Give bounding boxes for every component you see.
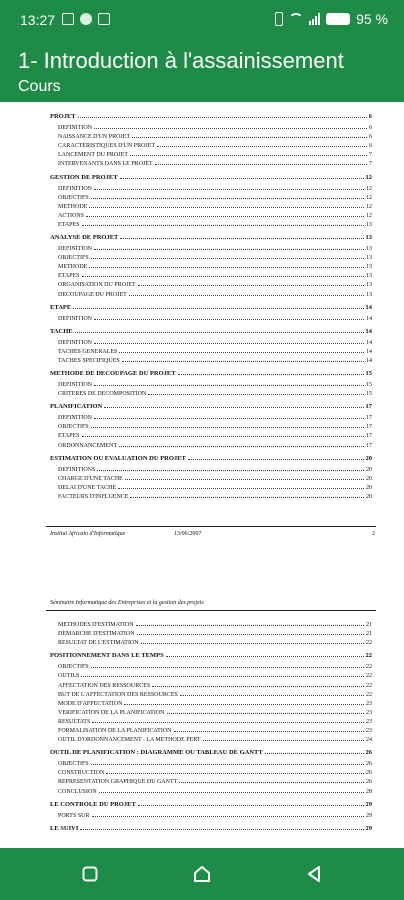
toc-dot-leader bbox=[86, 211, 364, 217]
toc-entry bbox=[58, 262, 372, 271]
toc-page-number: 13 bbox=[366, 264, 372, 271]
toc-page-number: 23 bbox=[366, 709, 372, 716]
toc-page-number: 17 bbox=[366, 433, 372, 440]
toc-page-number: 24 bbox=[366, 737, 372, 744]
toc-entry-label: RESULTAT DE L'ESTIMATION bbox=[58, 640, 139, 647]
toc-page-number: 23 bbox=[366, 700, 372, 707]
toc-entry bbox=[58, 356, 372, 365]
status-right bbox=[275, 11, 388, 27]
toc-dot-leader bbox=[91, 759, 364, 765]
toc-dot-leader bbox=[97, 465, 364, 471]
toc-dot-leader bbox=[130, 150, 367, 156]
toc-entry-label: CRITERES DE DECOMPOSITION bbox=[58, 391, 147, 398]
toc-dot-leader bbox=[136, 620, 364, 626]
toc-entry-label: ETAPE bbox=[50, 303, 72, 311]
toc-dot-leader bbox=[138, 280, 364, 286]
toc-entry bbox=[58, 474, 372, 483]
toc-entry-label: METHODE DE DECOUPAGE DU PROJET bbox=[50, 370, 176, 377]
signal-icon bbox=[309, 13, 320, 25]
navigation-bar bbox=[0, 848, 404, 900]
toc-entry bbox=[58, 132, 372, 141]
toc-page-number: 13 bbox=[366, 255, 372, 262]
toc-entry-label: DEFINITION bbox=[58, 415, 92, 422]
toc-entry bbox=[58, 620, 372, 629]
toc-page-number: 17 bbox=[366, 424, 372, 431]
toc-entry-label: AFFECTATION DES RESSOURCES bbox=[58, 682, 151, 689]
toc-dot-leader bbox=[92, 717, 364, 723]
toc-entry bbox=[58, 314, 372, 323]
toc-entry bbox=[58, 150, 372, 159]
toc-entry bbox=[58, 280, 372, 289]
app-bar bbox=[0, 40, 404, 102]
page-footer bbox=[50, 531, 375, 537]
toc-entry-label: GESTION DE PROJET bbox=[50, 173, 118, 181]
toc-dot-leader bbox=[91, 422, 364, 428]
toc-entry bbox=[58, 811, 372, 820]
toc-entry bbox=[58, 483, 372, 492]
toc-dot-leader bbox=[141, 638, 364, 644]
toc-page-number: 29 bbox=[365, 800, 372, 808]
toc-page-number: 6 bbox=[369, 143, 372, 150]
toc-page-number: 14 bbox=[366, 315, 372, 322]
toc-entry-label: OBJECTIFS bbox=[58, 424, 89, 431]
toc-page-number: 13 bbox=[366, 221, 372, 228]
toc-entry-label: FACTEURS D'INFLUENCE bbox=[58, 493, 129, 500]
toc-dot-leader bbox=[166, 651, 364, 657]
toc-dot-leader bbox=[75, 327, 364, 333]
toc-page-number: 22 bbox=[366, 682, 372, 689]
toc-dot-leader bbox=[179, 777, 364, 783]
toc-dot-leader bbox=[92, 811, 365, 817]
gallery-icon bbox=[62, 13, 74, 25]
toc-page-number: 22 bbox=[365, 652, 372, 660]
toc-page-number: 20 bbox=[366, 466, 372, 473]
recents-square-icon bbox=[82, 866, 98, 882]
toc-page-number: 23 bbox=[366, 728, 372, 734]
toc-entry-label: DEFINITION bbox=[58, 185, 92, 192]
toc-page-number: 23 bbox=[366, 718, 372, 725]
toc-entry bbox=[58, 690, 372, 699]
footer-institute: Institut Africain d'Informatique bbox=[50, 531, 126, 537]
toc-dot-leader bbox=[124, 699, 364, 705]
toc-page-number: 26 bbox=[366, 770, 372, 777]
toc-dot-leader bbox=[119, 441, 364, 447]
toc-dot-leader bbox=[99, 787, 364, 793]
toc-entry-label: LE SUIVI bbox=[50, 824, 79, 832]
toc-entry bbox=[58, 735, 372, 744]
toc-page-number: 15 bbox=[366, 391, 372, 398]
toc-entry-label: RESULTATS bbox=[58, 718, 91, 725]
toc-entry-label: METHODE bbox=[58, 203, 88, 210]
toc-dot-leader bbox=[203, 735, 364, 741]
app-notification-icon bbox=[80, 13, 92, 25]
toc-entry-label: DEFINITION bbox=[58, 339, 92, 346]
toc-entry bbox=[58, 413, 372, 422]
toc-entry-label: OUTIL D'ORDONNANCEMENT : LA METHODE PERT bbox=[58, 737, 201, 744]
toc-page-number: 22 bbox=[366, 691, 372, 698]
toc-dot-leader bbox=[155, 159, 367, 165]
toc-entry bbox=[58, 193, 372, 202]
status-bar bbox=[0, 0, 404, 40]
toc-entry bbox=[58, 422, 372, 431]
toc-page-number: 14 bbox=[366, 339, 372, 346]
toc-entry bbox=[58, 699, 372, 708]
recents-button[interactable] bbox=[78, 862, 102, 886]
toc-entry bbox=[58, 220, 372, 229]
page-header-rule bbox=[46, 610, 376, 611]
toc-dot-leader bbox=[157, 141, 367, 147]
toc-dot-leader bbox=[125, 474, 364, 480]
toc-entry-label: ANALYSE DE PROJET bbox=[50, 234, 119, 241]
toc-page-number: 17 bbox=[366, 415, 372, 422]
page-footer-rule bbox=[46, 526, 376, 527]
toc-page-number: 14 bbox=[365, 327, 372, 335]
toc-page-number: 7 bbox=[369, 161, 372, 168]
toc-entry-label: CHARGE D'UNE TACHE bbox=[58, 475, 123, 482]
toc-page-number: 12 bbox=[366, 212, 372, 219]
toc-entry bbox=[58, 347, 372, 356]
toc-entry bbox=[58, 159, 372, 168]
toc-section-heading bbox=[50, 800, 372, 809]
page-header: Séminaire Informatique des Entreprises et la gestion des projets bbox=[50, 600, 204, 606]
toc-dot-leader bbox=[174, 726, 364, 732]
home-button[interactable] bbox=[190, 862, 214, 886]
toc-entry bbox=[58, 202, 372, 211]
toc-dot-leader bbox=[104, 402, 363, 408]
toc-entry-label: METHODES D'ESTIMATION bbox=[58, 622, 134, 628]
toc-page-number: 21 bbox=[366, 631, 372, 638]
toc-dot-leader bbox=[78, 112, 367, 118]
toc-page-number: 6 bbox=[369, 134, 372, 141]
toc-dot-leader bbox=[152, 681, 364, 687]
toc-page-number: 6 bbox=[369, 125, 372, 131]
toc-page-number: 20 bbox=[365, 454, 372, 462]
wifi-icon bbox=[289, 13, 303, 25]
toc-entry bbox=[58, 726, 372, 735]
back-triangle-icon bbox=[306, 865, 322, 883]
toc-dot-leader bbox=[120, 233, 363, 239]
back-button[interactable] bbox=[302, 862, 326, 886]
toc-entry bbox=[58, 211, 372, 220]
toc-entry-label: INTERVENANTS DANS LE PROJET bbox=[58, 161, 153, 168]
toc-dot-leader bbox=[180, 690, 364, 696]
toc-entry-label: TACHES SPECIFIQUES bbox=[58, 357, 120, 364]
toc-dot-leader bbox=[94, 184, 364, 190]
toc-entry-label: POSITIONNEMENT DANS LE TEMPS bbox=[50, 652, 164, 660]
home-icon bbox=[192, 864, 212, 884]
toc-entry-label: MODE D'AFFECTATION bbox=[58, 700, 123, 707]
toc-entry-label: REPRESENTATION GRAPHIQUE DU GANTT bbox=[58, 779, 178, 786]
lesson-subtitle: Cours bbox=[18, 78, 61, 95]
toc-dot-leader bbox=[265, 748, 364, 754]
toc-entry bbox=[58, 290, 372, 299]
toc-page-number: 13 bbox=[366, 246, 372, 252]
toc-dot-leader bbox=[129, 290, 364, 296]
toc-dot-leader bbox=[148, 389, 364, 395]
toc-dot-leader bbox=[137, 629, 364, 635]
toc-dot-leader bbox=[167, 708, 365, 714]
toc-entry-label: ETAPES bbox=[58, 221, 80, 228]
toc-page-number: 21 bbox=[366, 622, 372, 628]
toc-entry bbox=[58, 708, 372, 717]
toc-entry-label: DELAI D'UNE TACHE bbox=[58, 484, 117, 491]
toc-entry-label: ORDONNANCEMENT bbox=[58, 442, 117, 449]
toc-entry-label: DEFINITION bbox=[58, 246, 92, 252]
toc-entry bbox=[58, 638, 372, 647]
toc-dot-leader bbox=[81, 671, 364, 677]
toc-dot-leader bbox=[132, 132, 367, 138]
toc-page-number: 7 bbox=[369, 152, 372, 159]
toc-section-heading bbox=[50, 303, 372, 312]
toc-entry-label: ETAPES bbox=[58, 433, 80, 440]
toc-dot-leader bbox=[82, 220, 364, 226]
toc-page-number: 14 bbox=[366, 348, 372, 355]
toc-entry-label: DEFINITION bbox=[58, 315, 92, 322]
notification-icons bbox=[62, 13, 110, 25]
toc-dot-leader bbox=[188, 454, 364, 460]
toc-entry bbox=[58, 271, 372, 280]
toc-entry bbox=[58, 662, 372, 671]
toc-entry-label: PROJET bbox=[50, 113, 76, 120]
toc-page-number: 13 bbox=[365, 234, 372, 241]
document-viewer[interactable] bbox=[0, 102, 404, 848]
toc-entry-label: TACHES GENERALES bbox=[58, 348, 118, 355]
toc-section-heading bbox=[50, 748, 372, 757]
toc-dot-leader bbox=[118, 483, 364, 489]
toc-entry-label: ESTIMATION OU EVALUATION DU PROJET bbox=[50, 454, 186, 462]
toc-dot-leader bbox=[94, 413, 364, 419]
toc-entry-label: OUTIL DE PLANIFICATION : DIAGRAMME OU TABLEAU DE GANTT bbox=[50, 749, 263, 757]
toc-page-number: 29 bbox=[365, 824, 372, 832]
toc-entry bbox=[58, 768, 372, 777]
toc-dot-leader bbox=[94, 244, 364, 250]
toc-dot-leader bbox=[94, 314, 364, 320]
toc-entry-label: CARACTERISTIQUES D'UN PROJET bbox=[58, 143, 156, 150]
toc-entry bbox=[58, 492, 372, 501]
toc-entry-label: OBJECTIFS bbox=[58, 194, 89, 201]
toc-section-heading bbox=[50, 402, 372, 411]
toc-entry-label: DECOUPAGE DU PROJET bbox=[58, 291, 127, 298]
toc-page-number: 17 bbox=[365, 403, 372, 411]
toc-entry bbox=[58, 787, 372, 796]
toc-dot-leader bbox=[106, 768, 364, 774]
toc-entry bbox=[58, 717, 372, 726]
toc-dot-leader bbox=[91, 253, 364, 259]
vibrate-icon bbox=[275, 12, 283, 26]
battery-icon bbox=[326, 13, 350, 25]
toc-entry-label: OUTILS bbox=[58, 673, 80, 680]
toc-page-number: 26 bbox=[365, 749, 372, 757]
toc-dot-leader bbox=[178, 369, 364, 375]
toc-entry bbox=[58, 681, 372, 690]
toc-entry-label: ACTIONS bbox=[58, 212, 85, 219]
toc-entry-label: DEFINITIONS bbox=[58, 466, 96, 473]
toc-entry bbox=[58, 629, 372, 638]
toc-page-number: 12 bbox=[366, 185, 372, 192]
toc-entry-label: VERIFICATION DE LA PLANIFICATION bbox=[58, 709, 165, 716]
toc-page-number: 6 bbox=[368, 113, 372, 120]
toc-page-number: 13 bbox=[366, 282, 372, 289]
toc-page-number: 12 bbox=[366, 203, 372, 210]
toc-dot-leader bbox=[91, 662, 364, 668]
toc-entry bbox=[58, 389, 372, 398]
toc-dot-leader bbox=[82, 431, 364, 437]
toc-dot-leader bbox=[82, 271, 364, 277]
toc-section-heading bbox=[50, 824, 372, 833]
toc-entry bbox=[58, 380, 372, 389]
toc-page-number: 29 bbox=[366, 812, 372, 819]
toc-entry-label: ORGANISATION DU PROJET bbox=[58, 282, 136, 289]
toc-dot-leader bbox=[130, 492, 364, 498]
toc-dot-leader bbox=[91, 193, 364, 199]
toc-entry bbox=[58, 123, 372, 132]
toc-entry-label: LANCEMENT DU PROJET bbox=[58, 152, 128, 159]
toc-entry-label: CONCLUSION bbox=[58, 788, 97, 795]
toc-dot-leader bbox=[89, 202, 364, 208]
toc-section-heading bbox=[50, 327, 372, 336]
toc-section-heading bbox=[50, 369, 372, 378]
toc-entry-label: PLANIFICATION bbox=[50, 403, 103, 411]
toc-entry-label: BUT DE L'AFFECTATION DES RESSOURCES bbox=[58, 691, 178, 698]
toc-entry-label: OBJECTIFS bbox=[58, 664, 89, 671]
toc-entry-label: DEFINITION bbox=[58, 125, 92, 131]
toc-page-number: 28 bbox=[366, 788, 372, 795]
toc-entry-label: TACHE bbox=[50, 327, 73, 335]
toc-entry-label: METHODE bbox=[58, 264, 88, 271]
toc-page-number: 20 bbox=[366, 493, 372, 500]
toc-entry bbox=[58, 759, 372, 768]
toc-dot-leader bbox=[94, 338, 364, 344]
toc-page-number: 13 bbox=[366, 273, 372, 280]
toc-page-number: 26 bbox=[366, 761, 372, 768]
toc-entry-label: PORTS SUR bbox=[58, 812, 90, 819]
footer-page-number: 2 bbox=[372, 531, 375, 537]
toc-page-number: 22 bbox=[366, 673, 372, 680]
toc-entry-label: NAISSANCE D'UN PROJET bbox=[58, 134, 131, 141]
footer-date: 13/06/2007 bbox=[174, 531, 202, 537]
toc-dot-leader bbox=[120, 173, 364, 179]
toc-page-number: 15 bbox=[366, 382, 372, 388]
toc-dot-leader bbox=[94, 123, 367, 129]
toc-section-heading bbox=[50, 173, 372, 182]
toc-entry-label: FORMALISATION DE LA PLANIFICATION bbox=[58, 728, 172, 734]
toc-entry bbox=[58, 671, 372, 680]
toc-page-number: 12 bbox=[366, 194, 372, 201]
toc-page-number: 26 bbox=[366, 779, 372, 786]
toc-entry bbox=[58, 338, 372, 347]
toc-page-number: 15 bbox=[365, 370, 372, 377]
toc-entry-label: OBJECTIFS bbox=[58, 761, 89, 768]
toc-page-number: 13 bbox=[366, 291, 372, 298]
toc-dot-leader bbox=[89, 262, 364, 268]
toc-dot-leader bbox=[94, 380, 364, 386]
toc-page-number: 20 bbox=[366, 484, 372, 491]
toc-page-number: 14 bbox=[365, 303, 372, 311]
toc-entry-label: LE CONTROLE DU PROJET bbox=[50, 800, 136, 808]
activity-icon bbox=[98, 13, 110, 25]
toc-section-heading bbox=[50, 233, 372, 242]
toc-dot-leader bbox=[73, 303, 363, 309]
toc-page-number: 22 bbox=[366, 664, 372, 671]
toc-page-number: 12 bbox=[365, 173, 372, 181]
toc-dot-leader bbox=[80, 824, 363, 830]
toc-entry bbox=[58, 431, 372, 440]
toc-entry bbox=[58, 441, 372, 450]
toc-dot-leader bbox=[119, 347, 364, 353]
toc-page-number: 22 bbox=[366, 640, 372, 647]
status-time: 13:27 bbox=[20, 12, 56, 28]
toc-entry bbox=[58, 184, 372, 193]
toc-entry-label: CONSTRUCTION bbox=[58, 770, 105, 777]
lesson-title: 1- Introduction à l'assainissement bbox=[18, 48, 344, 73]
toc-entry bbox=[58, 141, 372, 150]
toc-section-heading bbox=[50, 454, 372, 463]
toc-entry-label: OBJECTIFS bbox=[58, 255, 89, 262]
toc-entry-label: DEFINITION bbox=[58, 382, 92, 388]
toc-page-number: 17 bbox=[366, 442, 372, 449]
toc-entry bbox=[58, 777, 372, 786]
toc-entry-label: DEMARCHE D'ESTIMATION bbox=[58, 631, 135, 638]
toc-page-number: 14 bbox=[366, 357, 372, 364]
toc-dot-leader bbox=[138, 800, 364, 806]
toc-section-heading bbox=[50, 651, 372, 660]
toc-section-heading bbox=[50, 112, 372, 121]
toc-entry-label: ETAPES bbox=[58, 273, 80, 280]
toc-entry bbox=[58, 244, 372, 253]
toc-dot-leader bbox=[122, 356, 364, 362]
toc-entry bbox=[58, 253, 372, 262]
toc-page-number: 20 bbox=[366, 475, 372, 482]
battery-level: 95 % bbox=[356, 11, 388, 27]
toc-entry bbox=[58, 465, 372, 474]
